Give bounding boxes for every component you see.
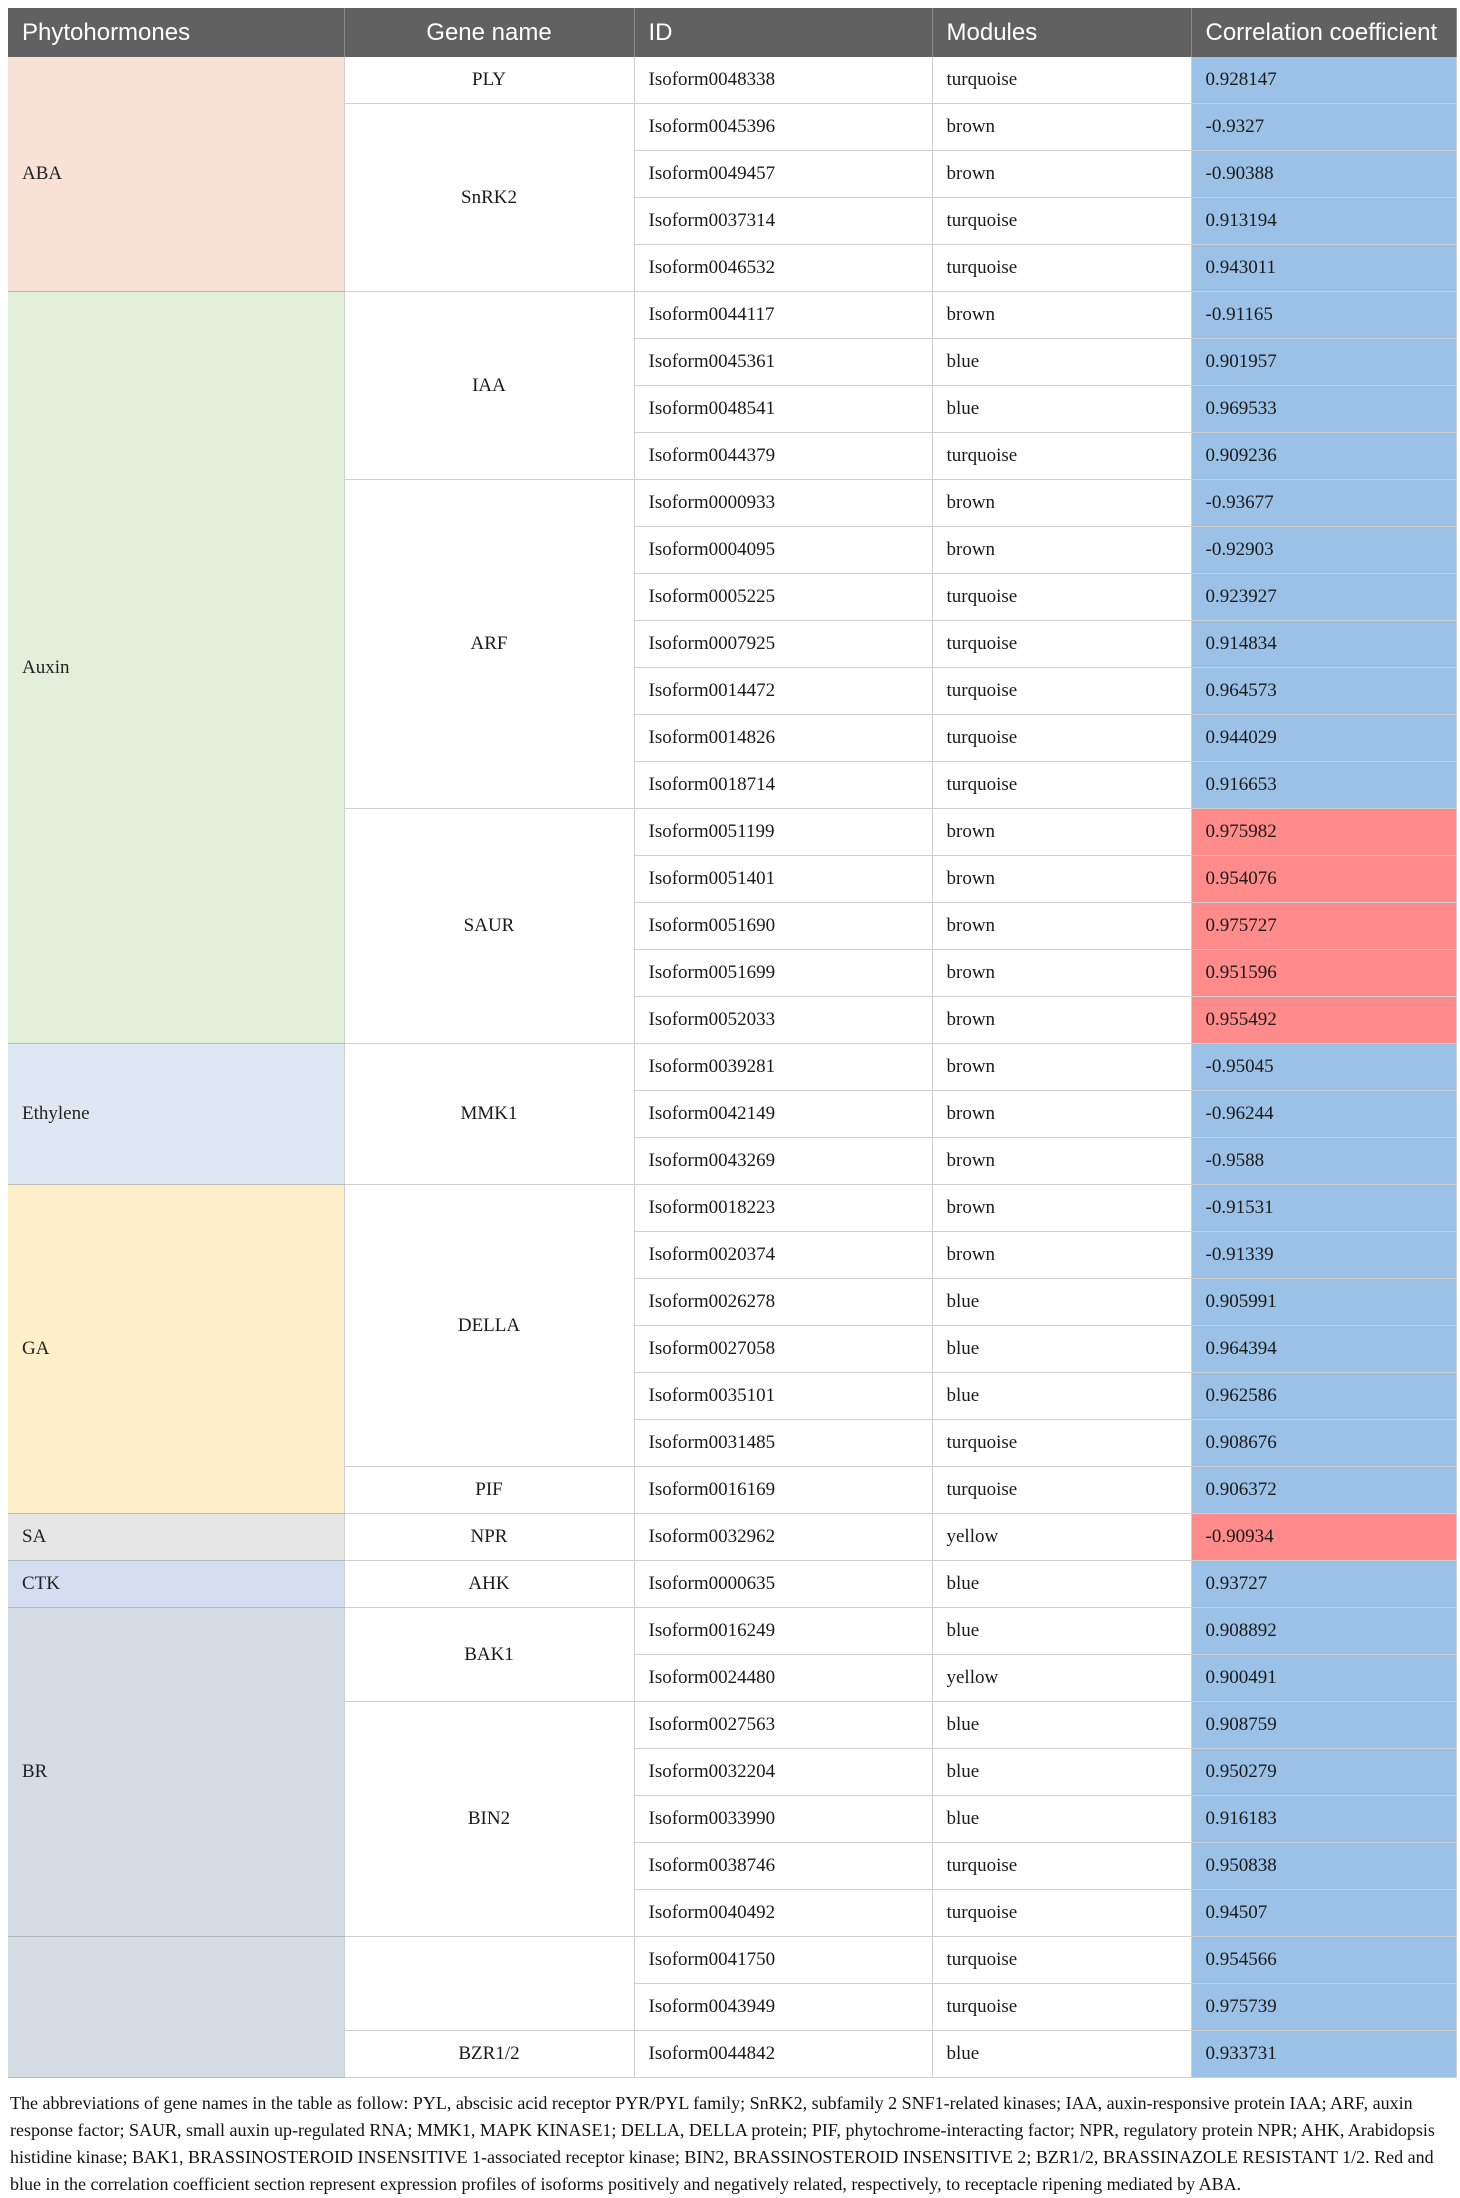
phytohormone-ethylene: Ethylene <box>8 1044 344 1185</box>
isoform-id: Isoform0014472 <box>634 668 932 715</box>
correlation-value: -0.91531 <box>1191 1185 1456 1232</box>
module: brown <box>932 480 1191 527</box>
isoform-id: Isoform0048541 <box>634 386 932 433</box>
table-row <box>8 1608 1456 1655</box>
gene-name: MMK1 <box>344 1044 634 1185</box>
isoform-id: Isoform0041750 <box>634 1937 932 1984</box>
correlation-value: 0.906372 <box>1191 1467 1456 1514</box>
correlation-value: 0.913194 <box>1191 198 1456 245</box>
gene-name: BAK1 <box>344 1608 634 1702</box>
correlation-value: 0.928147 <box>1191 57 1456 104</box>
correlation-value: -0.90388 <box>1191 151 1456 198</box>
module: turquoise <box>932 1843 1191 1890</box>
table-row <box>8 1937 1456 1984</box>
module: turquoise <box>932 1420 1191 1467</box>
correlation-value: -0.95045 <box>1191 1044 1456 1091</box>
module: turquoise <box>932 621 1191 668</box>
module: turquoise <box>932 1467 1191 1514</box>
table-row <box>8 1044 1456 1091</box>
table-footnote: The abbreviations of gene names in the table as follow: PYL, abscisic acid receptor PYR/PYL family; SnRK2, subfamily 2 SNF1-related kinases; IAA, auxin-responsive protein IAA; ARF, auxin response factor; SAUR, small auxin up-regulated RNA; MMK1, MAPK KINASE1; DELLA, DELLA protein; PIF, phytochrome-interacting factor; NPR, regulatory protein NPR; AHK, Arabidopsis histidine kinase; BAK1, BRASSINOSTEROID INSENSITIVE 1-associated receptor kinase; BIN2, BRASSINOSTEROID INSENSITIVE 2; BZR1/2, BRASSINAZOLE RESISTANT 1/2. Red and blue in the correlation coefficient section represent expression profiles of isoforms positively and negatively related, respectively, to receptacle ripening mediated by ABA. <box>10 2093 1435 2194</box>
isoform-id: Isoform0037314 <box>634 198 932 245</box>
module: brown <box>932 1138 1191 1185</box>
isoform-id: Isoform0043269 <box>634 1138 932 1185</box>
phytohormone-ctk: CTK <box>8 1561 344 1608</box>
table-container <box>8 8 1456 2198</box>
module: brown <box>932 104 1191 151</box>
isoform-id: Isoform0043949 <box>634 1984 932 2031</box>
isoform-id: Isoform0004095 <box>634 527 932 574</box>
correlation-value: 0.900491 <box>1191 1655 1456 1702</box>
correlation-value: 0.944029 <box>1191 715 1456 762</box>
module: turquoise <box>932 715 1191 762</box>
correlation-value: -0.92903 <box>1191 527 1456 574</box>
correlation-value: 0.914834 <box>1191 621 1456 668</box>
correlation-value: 0.964573 <box>1191 668 1456 715</box>
isoform-id: Isoform0039281 <box>634 1044 932 1091</box>
phytohormone-br: BR <box>8 1608 344 1937</box>
gene-name: DELLA <box>344 1185 634 1467</box>
isoform-id: Isoform0051199 <box>634 809 932 856</box>
isoform-id: Isoform0040492 <box>634 1890 932 1937</box>
correlation-value: 0.951596 <box>1191 950 1456 997</box>
table-row <box>8 1514 1456 1561</box>
isoform-id: Isoform0033990 <box>634 1796 932 1843</box>
module: blue <box>932 1561 1191 1608</box>
header-gene-name: Gene name <box>344 8 634 57</box>
module: brown <box>932 856 1191 903</box>
module: turquoise <box>932 198 1191 245</box>
isoform-id: Isoform0031485 <box>634 1420 932 1467</box>
correlation-value: 0.923927 <box>1191 574 1456 621</box>
gene-name: IAA <box>344 292 634 480</box>
correlation-value: -0.93677 <box>1191 480 1456 527</box>
gene-name: BZR1/2 <box>344 2031 634 2078</box>
correlation-value: 0.950279 <box>1191 1749 1456 1796</box>
module: blue <box>932 1373 1191 1420</box>
isoform-id: Isoform0044842 <box>634 2031 932 2078</box>
header-modules: Modules <box>932 8 1191 57</box>
isoform-id: Isoform0032962 <box>634 1514 932 1561</box>
correlation-value: 0.901957 <box>1191 339 1456 386</box>
correlation-value: 0.908892 <box>1191 1608 1456 1655</box>
correlation-value: 0.916183 <box>1191 1796 1456 1843</box>
phytohormone-br-continued <box>8 1937 344 2078</box>
correlation-value: 0.962586 <box>1191 1373 1456 1420</box>
module: brown <box>932 1044 1191 1091</box>
isoform-id: Isoform0048338 <box>634 57 932 104</box>
module: turquoise <box>932 762 1191 809</box>
module: brown <box>932 1091 1191 1138</box>
gene-name: ARF <box>344 480 634 809</box>
module: brown <box>932 1232 1191 1279</box>
correlation-value: 0.933731 <box>1191 2031 1456 2078</box>
isoform-id: Isoform0027563 <box>634 1702 932 1749</box>
isoform-id: Isoform0045361 <box>634 339 932 386</box>
isoform-id: Isoform0045396 <box>634 104 932 151</box>
isoform-id: Isoform0016169 <box>634 1467 932 1514</box>
gene-name: PIF <box>344 1467 634 1514</box>
table-row <box>8 57 1456 104</box>
module: blue <box>932 2031 1191 2078</box>
header-id: ID <box>634 8 932 57</box>
isoform-id: Isoform0027058 <box>634 1326 932 1373</box>
isoform-id: Isoform0035101 <box>634 1373 932 1420</box>
module: brown <box>932 527 1191 574</box>
gene-name: PLY <box>344 57 634 104</box>
module: turquoise <box>932 433 1191 480</box>
correlation-value: -0.96244 <box>1191 1091 1456 1138</box>
gene-name: NPR <box>344 1514 634 1561</box>
isoform-id: Isoform0051690 <box>634 903 932 950</box>
isoform-id: Isoform0038746 <box>634 1843 932 1890</box>
isoform-id: Isoform0005225 <box>634 574 932 621</box>
correlation-value: 0.908676 <box>1191 1420 1456 1467</box>
module: blue <box>932 1326 1191 1373</box>
correlation-value: 0.943011 <box>1191 245 1456 292</box>
module: blue <box>932 339 1191 386</box>
correlation-value: 0.975727 <box>1191 903 1456 950</box>
correlation-value: 0.955492 <box>1191 997 1456 1044</box>
correlation-value: 0.905991 <box>1191 1279 1456 1326</box>
module: brown <box>932 950 1191 997</box>
gene-name-empty <box>344 1937 634 2031</box>
module: turquoise <box>932 245 1191 292</box>
isoform-id: Isoform0000635 <box>634 1561 932 1608</box>
correlation-value: 0.975982 <box>1191 809 1456 856</box>
gene-name: BIN2 <box>344 1702 634 1937</box>
correlation-value: -0.9327 <box>1191 104 1456 151</box>
header-phytohormones: Phytohormones <box>8 8 344 57</box>
isoform-id: Isoform0049457 <box>634 151 932 198</box>
module: turquoise <box>932 57 1191 104</box>
correlation-value: -0.91339 <box>1191 1232 1456 1279</box>
phytohormone-aba: ABA <box>8 57 344 292</box>
module: blue <box>932 1796 1191 1843</box>
module: brown <box>932 903 1191 950</box>
isoform-id: Isoform0020374 <box>634 1232 932 1279</box>
correlation-value: -0.91165 <box>1191 292 1456 339</box>
isoform-id: Isoform0051699 <box>634 950 932 997</box>
isoform-id: Isoform0044117 <box>634 292 932 339</box>
isoform-id: Isoform0014826 <box>634 715 932 762</box>
correlation-value: -0.9588 <box>1191 1138 1456 1185</box>
module: turquoise <box>932 668 1191 715</box>
isoform-id: Isoform0044379 <box>634 433 932 480</box>
module: brown <box>932 997 1191 1044</box>
isoform-id: Isoform0042149 <box>634 1091 932 1138</box>
isoform-id: Isoform0018714 <box>634 762 932 809</box>
module: turquoise <box>932 1937 1191 1984</box>
isoform-id: Isoform0051401 <box>634 856 932 903</box>
module: brown <box>932 151 1191 198</box>
header-correlation-coefficient: Correlation coefficient <box>1191 8 1456 57</box>
correlation-value: 0.969533 <box>1191 386 1456 433</box>
correlation-value: 0.908759 <box>1191 1702 1456 1749</box>
header-row <box>8 8 1456 57</box>
correlation-value: -0.90934 <box>1191 1514 1456 1561</box>
isoform-id: Isoform0000933 <box>634 480 932 527</box>
module: yellow <box>932 1655 1191 1702</box>
correlation-value: 0.964394 <box>1191 1326 1456 1373</box>
module: blue <box>932 1702 1191 1749</box>
correlation-value: 0.975739 <box>1191 1984 1456 2031</box>
gene-name: SAUR <box>344 809 634 1044</box>
module: turquoise <box>932 574 1191 621</box>
isoform-id: Isoform0026278 <box>634 1279 932 1326</box>
module: brown <box>932 809 1191 856</box>
isoform-id: Isoform0018223 <box>634 1185 932 1232</box>
module: turquoise <box>932 1890 1191 1937</box>
isoform-id: Isoform0007925 <box>634 621 932 668</box>
module: yellow <box>932 1514 1191 1561</box>
isoform-id: Isoform0016249 <box>634 1608 932 1655</box>
phytohormone-ga: GA <box>8 1185 344 1514</box>
module: turquoise <box>932 1984 1191 2031</box>
correlation-value: 0.94507 <box>1191 1890 1456 1937</box>
correlation-value: 0.954076 <box>1191 856 1456 903</box>
module: blue <box>932 1749 1191 1796</box>
module: blue <box>932 1608 1191 1655</box>
table-row <box>8 292 1456 339</box>
isoform-id: Isoform0032204 <box>634 1749 932 1796</box>
isoform-id: Isoform0052033 <box>634 997 932 1044</box>
module: blue <box>932 386 1191 433</box>
phytohormone-sa: SA <box>8 1514 344 1561</box>
isoform-id: Isoform0046532 <box>634 245 932 292</box>
module: brown <box>932 1185 1191 1232</box>
correlation-value: 0.909236 <box>1191 433 1456 480</box>
table-row <box>8 1561 1456 1608</box>
gene-name: AHK <box>344 1561 634 1608</box>
table-row <box>8 1185 1456 1232</box>
correlation-value: 0.950838 <box>1191 1843 1456 1890</box>
correlation-value: 0.93727 <box>1191 1561 1456 1608</box>
phytohormone-table <box>8 8 1457 2078</box>
phytohormone-auxin: Auxin <box>8 292 344 1044</box>
isoform-id: Isoform0024480 <box>634 1655 932 1702</box>
module: brown <box>932 292 1191 339</box>
module: blue <box>932 1279 1191 1326</box>
correlation-value: 0.954566 <box>1191 1937 1456 1984</box>
correlation-value: 0.916653 <box>1191 762 1456 809</box>
gene-name: SnRK2 <box>344 104 634 292</box>
